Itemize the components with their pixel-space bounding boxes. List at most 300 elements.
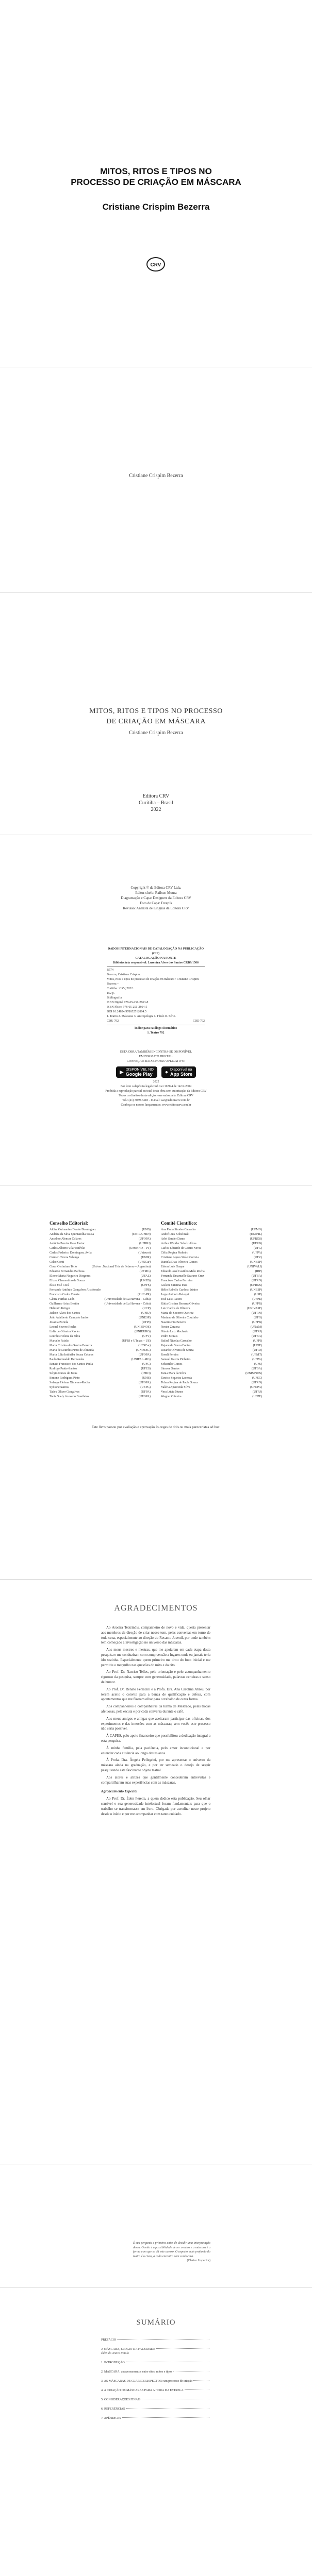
member-name: Maria de Lourdes Pinto de Almeida bbox=[50, 1349, 94, 1352]
special-acknowledgement-title: Agradecimento Especial bbox=[101, 1789, 138, 1794]
cip-line: Curitiba : CRV, 2022. bbox=[107, 987, 134, 990]
council-member bbox=[50, 1385, 151, 1390]
council-member bbox=[50, 1237, 151, 1242]
member-name: Eduardo José Castilho Melo Rocha bbox=[161, 1270, 205, 1273]
member-name: Tania Mara da Silva bbox=[161, 1372, 186, 1375]
cover-author: Cristiane Crispim Bezerra bbox=[102, 202, 210, 212]
council-member bbox=[161, 1353, 262, 1358]
copyright-line: Revisão: Analista de Línguas da Editora CRV bbox=[123, 906, 189, 910]
scientific-committee-list bbox=[161, 1228, 262, 1399]
toc-entry[interactable] bbox=[101, 2370, 210, 2374]
google-badge-small: DISPONÍVEL NO bbox=[125, 1068, 154, 1072]
member-name: Carmen Tereza Velanga bbox=[50, 1256, 79, 1259]
council-member bbox=[161, 1288, 262, 1293]
council-member bbox=[161, 1260, 262, 1265]
digital-notice-line: CONHEÇA E BAIXE NOSSO APLICATIVO! bbox=[126, 1060, 186, 1063]
publisher-contact bbox=[0, 1080, 312, 1108]
member-name: Edson Luiz Gaspar bbox=[161, 1265, 185, 1268]
member-affiliation: (IPB) bbox=[143, 1289, 151, 1292]
member-affiliation: (UFPA) bbox=[141, 1391, 151, 1394]
member-affiliation: (UFMG) bbox=[139, 1270, 151, 1273]
cip-line: Mitos, ritos e tipos no processo de criação em máscara / Cristiane Crispim Bezerra – bbox=[107, 978, 199, 986]
copyright-line: Copyright © da Editora CRV Ltda. bbox=[130, 886, 182, 890]
council-member bbox=[161, 1228, 262, 1232]
member-affiliation: (UFRN) bbox=[251, 1381, 262, 1384]
member-name: Simone Santos bbox=[161, 1367, 179, 1370]
member-affiliation: (UCP) bbox=[142, 1307, 151, 1310]
member-affiliation: (UNIFAL-MG) bbox=[131, 1358, 151, 1361]
title-page-title bbox=[0, 706, 312, 727]
toc-line bbox=[101, 2398, 210, 2402]
apple-badge-big: App Store bbox=[170, 1072, 192, 1077]
member-name: Tarciso Siqueira Lacerda bbox=[161, 1377, 192, 1380]
member-name: Nestor Zarzosa bbox=[161, 1326, 180, 1329]
member-affiliation: (UNIVALI) bbox=[247, 1265, 262, 1268]
toc-line bbox=[101, 2361, 210, 2365]
council-member bbox=[161, 1274, 262, 1279]
acknowledgement-paragraph: À Profa. Dra. Ângela Pellegrini, por me apresentar o universo da máscara ainda na graduação, e por ter semeado o desejo de seguir pesquisando este fascinante objeto teatral. bbox=[101, 1758, 210, 1772]
title-page-title-line2: DE CRIAÇÃO EM MÁSCARA bbox=[106, 718, 206, 725]
member-name: Maria Cristina dos Santos Bezerra bbox=[50, 1344, 92, 1347]
cip-index-title: Índice para catálogo sistemático bbox=[134, 1027, 177, 1030]
member-affiliation: (UFRJ) bbox=[252, 1330, 262, 1333]
member-affiliation: (UFG) bbox=[254, 1247, 262, 1250]
member-name: Guillermo Arias Beatón bbox=[50, 1302, 79, 1306]
member-name: Tania Suely Azevedo Brasileiro bbox=[50, 1395, 89, 1398]
member-name: Gloria Fariñas León bbox=[50, 1298, 75, 1301]
toc-entry[interactable] bbox=[101, 2347, 210, 2355]
member-affiliation: (PUC-PR) bbox=[137, 1293, 151, 1296]
cover-title-line1: MITOS, RITOS E TIPOS NO bbox=[100, 166, 212, 176]
cip-index-line: 1. Teatro 792 bbox=[147, 1031, 165, 1035]
acknowledgements-body bbox=[101, 1625, 210, 1819]
member-name: João Adalberto Campato Junior bbox=[50, 1316, 89, 1319]
member-affiliation: (UFRGS) bbox=[250, 1284, 262, 1287]
member-name: Elione Maria Nogueira Diogenes bbox=[50, 1275, 91, 1278]
member-affiliation: (UFFS) bbox=[141, 1284, 151, 1287]
cip-classification bbox=[107, 1019, 205, 1024]
council-member bbox=[50, 1265, 151, 1269]
council-member bbox=[50, 1283, 151, 1288]
council-member bbox=[50, 1390, 151, 1395]
member-name: Renato Francisco dos Santos Paula bbox=[50, 1363, 93, 1366]
council-member bbox=[161, 1334, 262, 1339]
council-member bbox=[50, 1288, 151, 1293]
cdd-code: CDD 792 bbox=[192, 1020, 205, 1023]
council-member bbox=[50, 1330, 151, 1334]
member-affiliation: (UFSCar) bbox=[138, 1261, 151, 1264]
toc-line bbox=[101, 2416, 210, 2420]
editorial-council-title: Conselho Editorial: bbox=[50, 1221, 89, 1226]
council-member bbox=[50, 1362, 151, 1367]
acknowledgement-paragraph: À CAPES, pelo apoio financeiro que possibilitou a dedicação integral a esta pesquisa. bbox=[101, 1734, 210, 1743]
title-page-title-line1: MITOS, RITOS E TIPOS NO PROCESSO bbox=[89, 707, 223, 715]
council-member bbox=[161, 1385, 262, 1390]
member-name: Tadeu Oliver Gonçalves bbox=[50, 1391, 80, 1394]
acknowledgements-paragraphs bbox=[101, 1625, 210, 1785]
member-name: Nascimento Bezerra bbox=[161, 1321, 186, 1324]
member-affiliation: (UNEB) bbox=[140, 1279, 151, 1282]
member-affiliation: (UNESP) bbox=[250, 1289, 262, 1292]
title-page-author: Cristiane Crispim Bezerra bbox=[129, 730, 183, 736]
toc-entry[interactable] bbox=[101, 2388, 210, 2393]
toc-entry-title: 6. REFERÊNCIAS bbox=[101, 2408, 125, 2411]
toc-leader bbox=[126, 2408, 209, 2409]
cip-subheader: CATALOGAÇÃO NA FONTE bbox=[135, 957, 176, 960]
member-name: Samuel Garcia Pinheiro bbox=[161, 1358, 191, 1361]
member-affiliation: (UFPI) bbox=[141, 1321, 151, 1324]
member-name: Lourdes Helena da Silva bbox=[50, 1335, 80, 1338]
cip-line: Bezerra, Cristiane Crispim. bbox=[107, 973, 141, 976]
member-affiliation: (Universidade de La Havana – Cuba) bbox=[104, 1302, 151, 1306]
acknowledgement-paragraph: Aos companheiros e companheiras da turma de Mestrado, pelas trocas afetuosas, pela escuta e por cada conversa durante o café. bbox=[101, 1704, 210, 1714]
member-name: Rafael Nicolau Carvalho bbox=[161, 1340, 192, 1343]
member-name: Fernanda Emanuelle Scarano Cruz bbox=[161, 1275, 204, 1278]
member-name: Mariano de Oliveira Coutinho bbox=[161, 1316, 199, 1319]
member-affiliation: (UFOPA) bbox=[138, 1381, 151, 1384]
council-member bbox=[50, 1256, 151, 1260]
toc-leader bbox=[122, 2417, 209, 2418]
member-affiliation: (UNIEURO) bbox=[135, 1330, 151, 1333]
copyright-line: Editor-chefe: Railson Moura bbox=[135, 891, 177, 895]
council-member bbox=[161, 1269, 262, 1274]
google-badge-big: Google Play bbox=[125, 1072, 153, 1077]
member-name: Eduardo Fernandes Barbosa bbox=[50, 1270, 85, 1273]
page-divider bbox=[0, 2287, 312, 2288]
member-affiliation: (UFPE) bbox=[252, 1395, 262, 1398]
member-affiliation: (UNOESC) bbox=[136, 1349, 151, 1352]
member-name: Maria do Socorro Queiroz bbox=[161, 1312, 194, 1315]
member-affiliation: (UFBA) bbox=[251, 1275, 262, 1278]
council-member bbox=[161, 1381, 262, 1385]
council-member bbox=[50, 1232, 151, 1237]
council-member bbox=[161, 1242, 262, 1246]
council-member bbox=[50, 1279, 151, 1283]
member-affiliation: (IFRO) bbox=[141, 1372, 151, 1375]
apple-icon: ● bbox=[165, 1069, 168, 1075]
member-affiliation: (UNIFIL) bbox=[250, 1233, 262, 1236]
council-member bbox=[50, 1242, 151, 1246]
member-name: Vera Lúcia Nunes bbox=[161, 1391, 183, 1394]
council-member bbox=[161, 1362, 262, 1367]
council-member bbox=[50, 1358, 151, 1362]
toc-entry[interactable] bbox=[101, 2379, 210, 2383]
editorial-council bbox=[50, 1221, 151, 1399]
member-affiliation: (UFRJ) bbox=[141, 1312, 151, 1315]
member-name: Carlos Federico Dominguez Avila bbox=[50, 1251, 92, 1255]
member-affiliation: (UNB) bbox=[142, 1377, 151, 1380]
member-name: Ana Paula Simões Carvalho bbox=[161, 1228, 196, 1231]
cip-header: DADOS INTERNACIONAIS DE CATALOGAÇÃO NA PUBLICAÇÃO (CIP) bbox=[108, 947, 204, 955]
toc-entry-title: PREFÁCIO bbox=[101, 2338, 117, 2342]
member-affiliation: (UFRB) bbox=[252, 1242, 262, 1245]
member-name: Jorge Antonio Beloqui bbox=[161, 1293, 189, 1296]
member-name: Solange Helena Ximenes-Rocha bbox=[50, 1381, 90, 1384]
council-member bbox=[161, 1316, 262, 1320]
toc-line bbox=[101, 2388, 210, 2393]
member-name: Josania Portela bbox=[50, 1321, 69, 1324]
council-member bbox=[50, 1325, 151, 1330]
council-member bbox=[161, 1395, 262, 1399]
member-name: Sebastião Gomes bbox=[161, 1363, 183, 1366]
member-name: Pedro Morais bbox=[161, 1335, 178, 1338]
toc-entry[interactable] bbox=[101, 2398, 210, 2402]
toc-entry[interactable] bbox=[101, 2416, 210, 2420]
toc-entry-title: 1. INTRODUÇÃO bbox=[101, 2361, 125, 2364]
contact-line: Foi feito o depósito legal conf. Lei 10.994 de 14/12/2004 bbox=[120, 1085, 192, 1088]
member-name: Cesar Gerónimo Tello bbox=[50, 1265, 77, 1268]
acknowledgements-title: AGRADECIMENTOS bbox=[114, 1604, 198, 1613]
member-affiliation: (UFPB) bbox=[252, 1321, 262, 1324]
member-name: Hélio Rebello Cardoso Júnior bbox=[161, 1289, 198, 1292]
member-affiliation: (Univer .Nacional Três de Febrero – Argentina) bbox=[91, 1265, 151, 1268]
council-member bbox=[161, 1320, 262, 1325]
publisher-city: Curitiba – Brasil bbox=[139, 800, 173, 806]
toc-line bbox=[101, 2379, 210, 2383]
council-member bbox=[50, 1316, 151, 1320]
digital-notice-line: ESTA OBRA TAMBÉM ENCONTRA-SE DISPONÍVEL bbox=[120, 1050, 192, 1054]
page-divider bbox=[0, 592, 312, 593]
member-name: Celso Conti bbox=[50, 1261, 64, 1264]
council-member bbox=[161, 1283, 262, 1288]
member-affiliation: (UNISINOS) bbox=[245, 1372, 262, 1375]
member-name: Simone Rodrigues Pinto bbox=[50, 1377, 80, 1380]
toc-entry[interactable] bbox=[101, 2407, 210, 2411]
member-name: Lídia de Oliveira Xavier bbox=[50, 1330, 80, 1333]
acknowledgement-paragraph: À minha família, pela paciência, pelo amor incondicional e por entender cada ausência ao longo destes anos. bbox=[101, 1745, 210, 1755]
member-name: Anselmo Alencar Colares bbox=[50, 1238, 81, 1241]
toc-entry-title: 7. APÊNDICES bbox=[101, 2417, 121, 2420]
app-store-badge[interactable] bbox=[161, 1066, 196, 1078]
member-name: Aldira Guimarães Duarte Domínguez bbox=[50, 1228, 96, 1231]
council-member bbox=[161, 1367, 262, 1371]
member-affiliation: (UFPA) bbox=[252, 1251, 262, 1255]
toc-line bbox=[101, 2338, 210, 2342]
council-member bbox=[161, 1339, 262, 1344]
council-member bbox=[50, 1367, 151, 1371]
cip-line: ISBN Físico 978-65-251-2864-5 bbox=[107, 1006, 147, 1009]
toc-leader bbox=[193, 2380, 209, 2381]
scientific-committee-title: Comitê Científico: bbox=[161, 1221, 198, 1226]
member-affiliation: (UFES) bbox=[141, 1367, 151, 1370]
member-name: Rodrigo Pratte-Santos bbox=[50, 1367, 77, 1370]
council-member bbox=[161, 1256, 262, 1260]
acknowledgement-paragraph: Ao Prof. Dr. Narciso Telles, pela orientação e pelo acompanhamento rigoroso da pesquisa, sempre com generosidade, palavras certeiras e senso de humor. bbox=[101, 1670, 210, 1684]
council-member bbox=[50, 1320, 151, 1325]
cip-lines bbox=[107, 968, 205, 1019]
member-name: Carlos Eduardo de Castro Neves bbox=[161, 1247, 202, 1250]
toc-line bbox=[101, 2347, 210, 2351]
google-play-badge[interactable] bbox=[116, 1066, 157, 1078]
play-icon: ▶ bbox=[120, 1069, 124, 1075]
peer-review-note: Este livro passou por avaliação e aprovação às cegas de dois ou mais pareceristas ad hoc. bbox=[91, 1425, 221, 1429]
member-name: Carlos Alberto Vilar Estêvão bbox=[50, 1247, 86, 1250]
member-name: Elizeu Clementino de Souza bbox=[50, 1279, 85, 1282]
member-name: Wagner Oliveira bbox=[161, 1395, 182, 1398]
member-affiliation: (UFRGS) bbox=[250, 1238, 262, 1241]
contact-line: Todos os direitos desta edição reservados pela: Editora CRV bbox=[119, 1094, 193, 1097]
member-affiliation: (IBP) bbox=[255, 1270, 262, 1273]
publisher-logo-icon bbox=[145, 256, 166, 273]
summary-title: SUMÁRIO bbox=[136, 2318, 176, 2327]
member-name: José Luiz Ratton bbox=[161, 1298, 182, 1301]
member-name: Kátia Cristina Bezerra Oliveira bbox=[161, 1302, 200, 1306]
copyright-line: Foto de Capa: Freepik bbox=[140, 901, 172, 905]
epigraph-text: É sua pergunta e primeira antes de decidir uma interpretação dessa. O mito é a possibilidade de ser o outro e a máscara é a forma com que se dá este acesso. O aspecto mais profundo do teatro é o risco, a cada encontro com a máscara. bbox=[133, 2242, 210, 2258]
council-member bbox=[161, 1307, 262, 1311]
logo-text: CRV bbox=[150, 262, 161, 268]
member-affiliation: (UFRJ) bbox=[252, 1391, 262, 1394]
member-affiliation: (UNAM) bbox=[250, 1326, 262, 1329]
cip-line: 1. Teatro 2. Máscaras 3. Antropologia I. Título II. Série. bbox=[107, 1015, 176, 1018]
member-name: Sérgio Nunes de Jesus bbox=[50, 1372, 77, 1375]
epigraph bbox=[133, 2241, 210, 2263]
council-member bbox=[161, 1330, 262, 1334]
member-affiliation: (UNIR) bbox=[141, 1256, 151, 1259]
page-divider bbox=[0, 1579, 312, 1580]
council-member bbox=[50, 1307, 151, 1311]
member-name: Ricardo Oliveira de Souza bbox=[161, 1349, 194, 1352]
council-member bbox=[161, 1279, 262, 1283]
cip-line: 152 p. bbox=[107, 992, 114, 995]
member-name: Valéria Aparecida Silva bbox=[161, 1386, 190, 1389]
member-name: Gislene Cristina Paes bbox=[161, 1284, 188, 1287]
member-name: Daniela Dias Oliveira Gomes bbox=[161, 1261, 198, 1264]
cip-line: DOI 10.24824/978652512864.5 bbox=[107, 1010, 146, 1013]
council-member bbox=[50, 1371, 151, 1376]
scientific-committee bbox=[161, 1221, 262, 1399]
member-name: Célia Regina Pinheiro bbox=[161, 1251, 188, 1255]
member-name: Antônio Pereira Gaio Júnior bbox=[50, 1242, 85, 1245]
councils-section bbox=[50, 1221, 262, 1399]
member-affiliation: (UFV) bbox=[142, 1335, 151, 1338]
cip-record bbox=[107, 947, 205, 1036]
member-name: Francisco Carlos Ferreira bbox=[161, 1279, 192, 1282]
council-member bbox=[50, 1395, 151, 1399]
publisher-year: 2022 bbox=[151, 807, 161, 812]
member-affiliation: (UFSCar) bbox=[138, 1344, 151, 1347]
council-member bbox=[161, 1376, 262, 1381]
app-store-badges bbox=[0, 1066, 312, 1078]
toc-entry-title: 4. A CRIAÇÃO DE MÁSCARAS PARA A HORA DA ESTRELA bbox=[101, 2389, 184, 2392]
cip-librarian: Bibliotecária responsável: Luzenira Alves dos Santos CRB9/1506 bbox=[113, 961, 199, 964]
member-name: Leonel Severo Rocha bbox=[50, 1326, 76, 1329]
member-affiliation: (UFRRJ) bbox=[139, 1242, 151, 1245]
member-affiliation: (UFRN) bbox=[251, 1312, 262, 1315]
acknowledgement-paragraph: Aos atores e atrizes que gentilmente concederam entrevistas e compartilharam suas experiências com as máscaras. bbox=[101, 1775, 210, 1785]
cdu-code: CDU 792 bbox=[107, 1020, 119, 1023]
council-member bbox=[50, 1376, 151, 1381]
acknowledgement-paragraph: Aos meus amigos e amigas que aceitaram participar das oficinas, dos experimentos e das imersões com as máscaras; sem vocês este processo não seria possível. bbox=[101, 1716, 210, 1731]
toc-line bbox=[101, 2407, 210, 2411]
half-title-author: Cristiane Crispim Bezerra bbox=[129, 473, 183, 479]
council-member bbox=[50, 1269, 151, 1274]
member-name: Roseli Pereira bbox=[161, 1353, 178, 1357]
toc-leader bbox=[156, 2348, 209, 2349]
council-member bbox=[161, 1237, 262, 1242]
member-name: Arlei Sander Damo bbox=[161, 1238, 185, 1241]
member-name: Andréia da Silva Quintanilha Sousa bbox=[50, 1233, 94, 1236]
copyright-line: Diagramação e Capa: Designers da Editora CRV bbox=[121, 896, 191, 900]
member-name: Helmuth Krüger bbox=[50, 1307, 70, 1310]
member-name: Jailson Alves dos Santos bbox=[50, 1312, 80, 1315]
council-member bbox=[161, 1232, 262, 1237]
member-affiliation: (UNESP) bbox=[138, 1316, 151, 1319]
member-affiliation: (UFSC) bbox=[252, 1377, 262, 1380]
acknowledgement-paragraph: Ao Aroeira Teatrinóis, companheiro de novo e vida, queria presentar aos membros da direção de criar nosso tom, pelas conversas em torno de toda cena, especialmente ao direção do Recanto Juvenil, por onde também tem começado a investigação no universo das máscaras. bbox=[101, 1625, 210, 1645]
council-member bbox=[50, 1311, 151, 1316]
council-member bbox=[50, 1348, 151, 1353]
member-affiliation: (UNESP) bbox=[250, 1261, 262, 1264]
council-member bbox=[161, 1390, 262, 1395]
member-affiliation: (UFRJ) bbox=[252, 1349, 262, 1352]
member-name: Paulo Romualdo Hernandes bbox=[50, 1358, 85, 1361]
member-affiliation: (UFG) bbox=[254, 1316, 262, 1319]
council-member bbox=[161, 1358, 262, 1362]
member-name: Sydione Santos bbox=[50, 1386, 69, 1389]
council-member bbox=[161, 1325, 262, 1330]
contact-line: Conheça os nossos lançamentos: www.editoracrv.com.br bbox=[121, 1104, 191, 1107]
member-affiliation: (UFAL) bbox=[140, 1275, 151, 1278]
council-member bbox=[50, 1297, 151, 1302]
council-member bbox=[50, 1381, 151, 1385]
member-affiliation: (UFV) bbox=[254, 1256, 262, 1259]
council-member bbox=[50, 1344, 151, 1348]
member-affiliation: (UFOPA) bbox=[250, 1386, 262, 1389]
member-affiliation: (UFPE) bbox=[252, 1298, 262, 1301]
member-affiliation: (UFMG) bbox=[251, 1228, 262, 1231]
member-name: Francisco Carlos Duarte bbox=[50, 1293, 80, 1296]
council-member bbox=[161, 1246, 262, 1251]
toc-entry[interactable] bbox=[101, 2338, 210, 2342]
contact-line: Proibida a reprodução parcial ou total desta obra sem autorização da Editora CRV bbox=[105, 1090, 207, 1093]
toc-leader bbox=[117, 2339, 209, 2340]
member-affiliation: (Universidade de La Havana – Cuba) bbox=[104, 1298, 151, 1301]
council-member bbox=[50, 1353, 151, 1358]
member-affiliation: (Unieuro) bbox=[138, 1251, 151, 1255]
member-affiliation: (UFBA) bbox=[251, 1335, 262, 1338]
toc-entry-title: 5. CONSIDERAÇÕES FINAIS bbox=[101, 2398, 141, 2401]
council-member bbox=[161, 1265, 262, 1269]
member-affiliation: (UFRN) bbox=[251, 1279, 262, 1282]
council-member bbox=[50, 1260, 151, 1265]
copyright-block bbox=[0, 885, 312, 911]
editorial-council-list bbox=[50, 1228, 151, 1399]
council-member bbox=[161, 1348, 262, 1353]
member-affiliation: (UEPG) bbox=[140, 1386, 151, 1389]
contact-line: Tel.: (41) 3039-6418 – E-mail: sac@editoracrv.com.br bbox=[122, 1099, 190, 1102]
toc-entry[interactable] bbox=[101, 2361, 210, 2365]
member-affiliation: (UNB) bbox=[142, 1228, 151, 1231]
council-member bbox=[50, 1228, 151, 1232]
member-name: Otávio Luiz Machado bbox=[161, 1330, 188, 1333]
council-member bbox=[161, 1293, 262, 1297]
contact-year: 2022 bbox=[153, 1080, 159, 1083]
council-member bbox=[50, 1339, 151, 1344]
cip-line: Bibliografia bbox=[107, 996, 122, 999]
council-member bbox=[50, 1334, 151, 1339]
toc-line bbox=[101, 2370, 210, 2374]
epigraph-author: (Clarice Lispector) bbox=[187, 2259, 210, 2262]
member-affiliation: (UFOPA) bbox=[138, 1238, 151, 1241]
council-member bbox=[161, 1311, 262, 1316]
toc-leader bbox=[185, 2389, 209, 2390]
toc-entry-title: 3. AS MÁSCARAS DE CLARICE LISPECTOR: um processo de criação bbox=[101, 2380, 193, 2383]
member-name: Marcelo Paixão bbox=[50, 1340, 69, 1343]
member-name: Arthur Wedder Schulz Alves bbox=[161, 1242, 196, 1245]
title-page-publisher bbox=[0, 793, 312, 813]
council-member bbox=[161, 1297, 262, 1302]
